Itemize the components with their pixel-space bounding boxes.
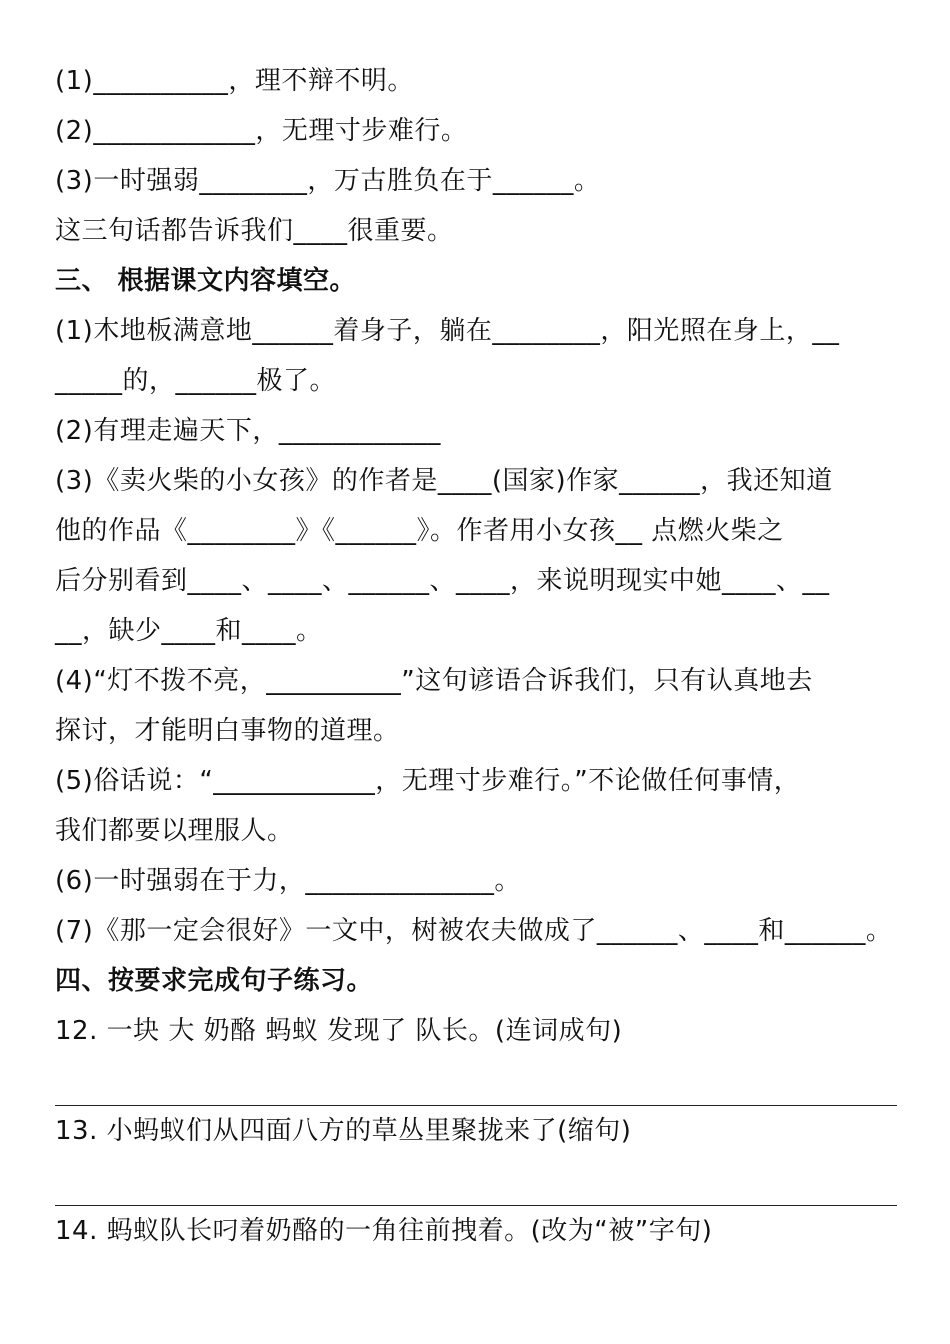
q-line-3: (3)一时强弱________，万古胜负在于______。 — [55, 166, 601, 196]
answer-line-12[interactable] — [55, 1056, 897, 1106]
section-3-q3-line-c: 后分别看到____、____、______、____，来说明现实中她____、__ — [55, 566, 830, 596]
section-3-q5-line-a: (5)俗话说：“____________，无理寸步难行。”不论做任何事情， — [55, 766, 801, 796]
section-3-q1-line-a: (1)木地板满意地______着身子，躺在________，阳光照在身上，__ — [55, 316, 840, 346]
section-3-q6: (6)一时强弱在于力，______________。 — [55, 866, 521, 896]
section-3-q3-line-b: 他的作品《________》《______》。作者用小女孩__ 点燃火柴之 — [55, 516, 784, 546]
section-3-q5-line-b: 我们都要以理服人。 — [55, 816, 294, 846]
exercise-13: 13. 小蚂蚁们从四面八方的草丛里聚拢来了(缩句) — [55, 1116, 632, 1146]
section-3-q4-line-b: 探讨，才能明白事物的道理。 — [55, 716, 400, 746]
section-3-heading: 三、 根据课文内容填空。 — [55, 266, 357, 296]
answer-line-13[interactable] — [55, 1156, 897, 1206]
exercise-12: 12. 一块 大 奶酪 蚂蚁 发现了 队长。(连词成句) — [55, 1016, 623, 1046]
section-3-q2: (2)有理走遍天下，____________ — [55, 416, 441, 446]
section-3-q7: (7)《那一定会很好》一文中，树被农夫做成了______、____和______。 — [55, 916, 893, 946]
section-3-q1-line-b: _____的，______极了。 — [55, 366, 337, 396]
section-4-heading: 四、按要求完成句子练习。 — [55, 966, 374, 996]
exercise-14: 14. 蚂蚁队长叼着奶酪的一角往前拽着。(改为“被”字句) — [55, 1216, 713, 1246]
section-3-q3-line-a: (3)《卖火柴的小女孩》的作者是____(国家)作家______，我还知道 — [55, 466, 833, 496]
summary-line: 这三句话都告诉我们____很重要。 — [55, 216, 454, 246]
worksheet-page — [55, 56, 897, 1256]
section-3-q3-line-d: __，缺少____和____。 — [55, 616, 323, 646]
q-line-2: (2)____________，无理寸步难行。 — [55, 116, 468, 146]
section-3-q4-line-a: (4)“灯不拨不亮，__________”这句谚语合诉我们，只有认真地去 — [55, 666, 813, 696]
q-line-1: (1)__________，理不辩不明。 — [55, 66, 414, 96]
